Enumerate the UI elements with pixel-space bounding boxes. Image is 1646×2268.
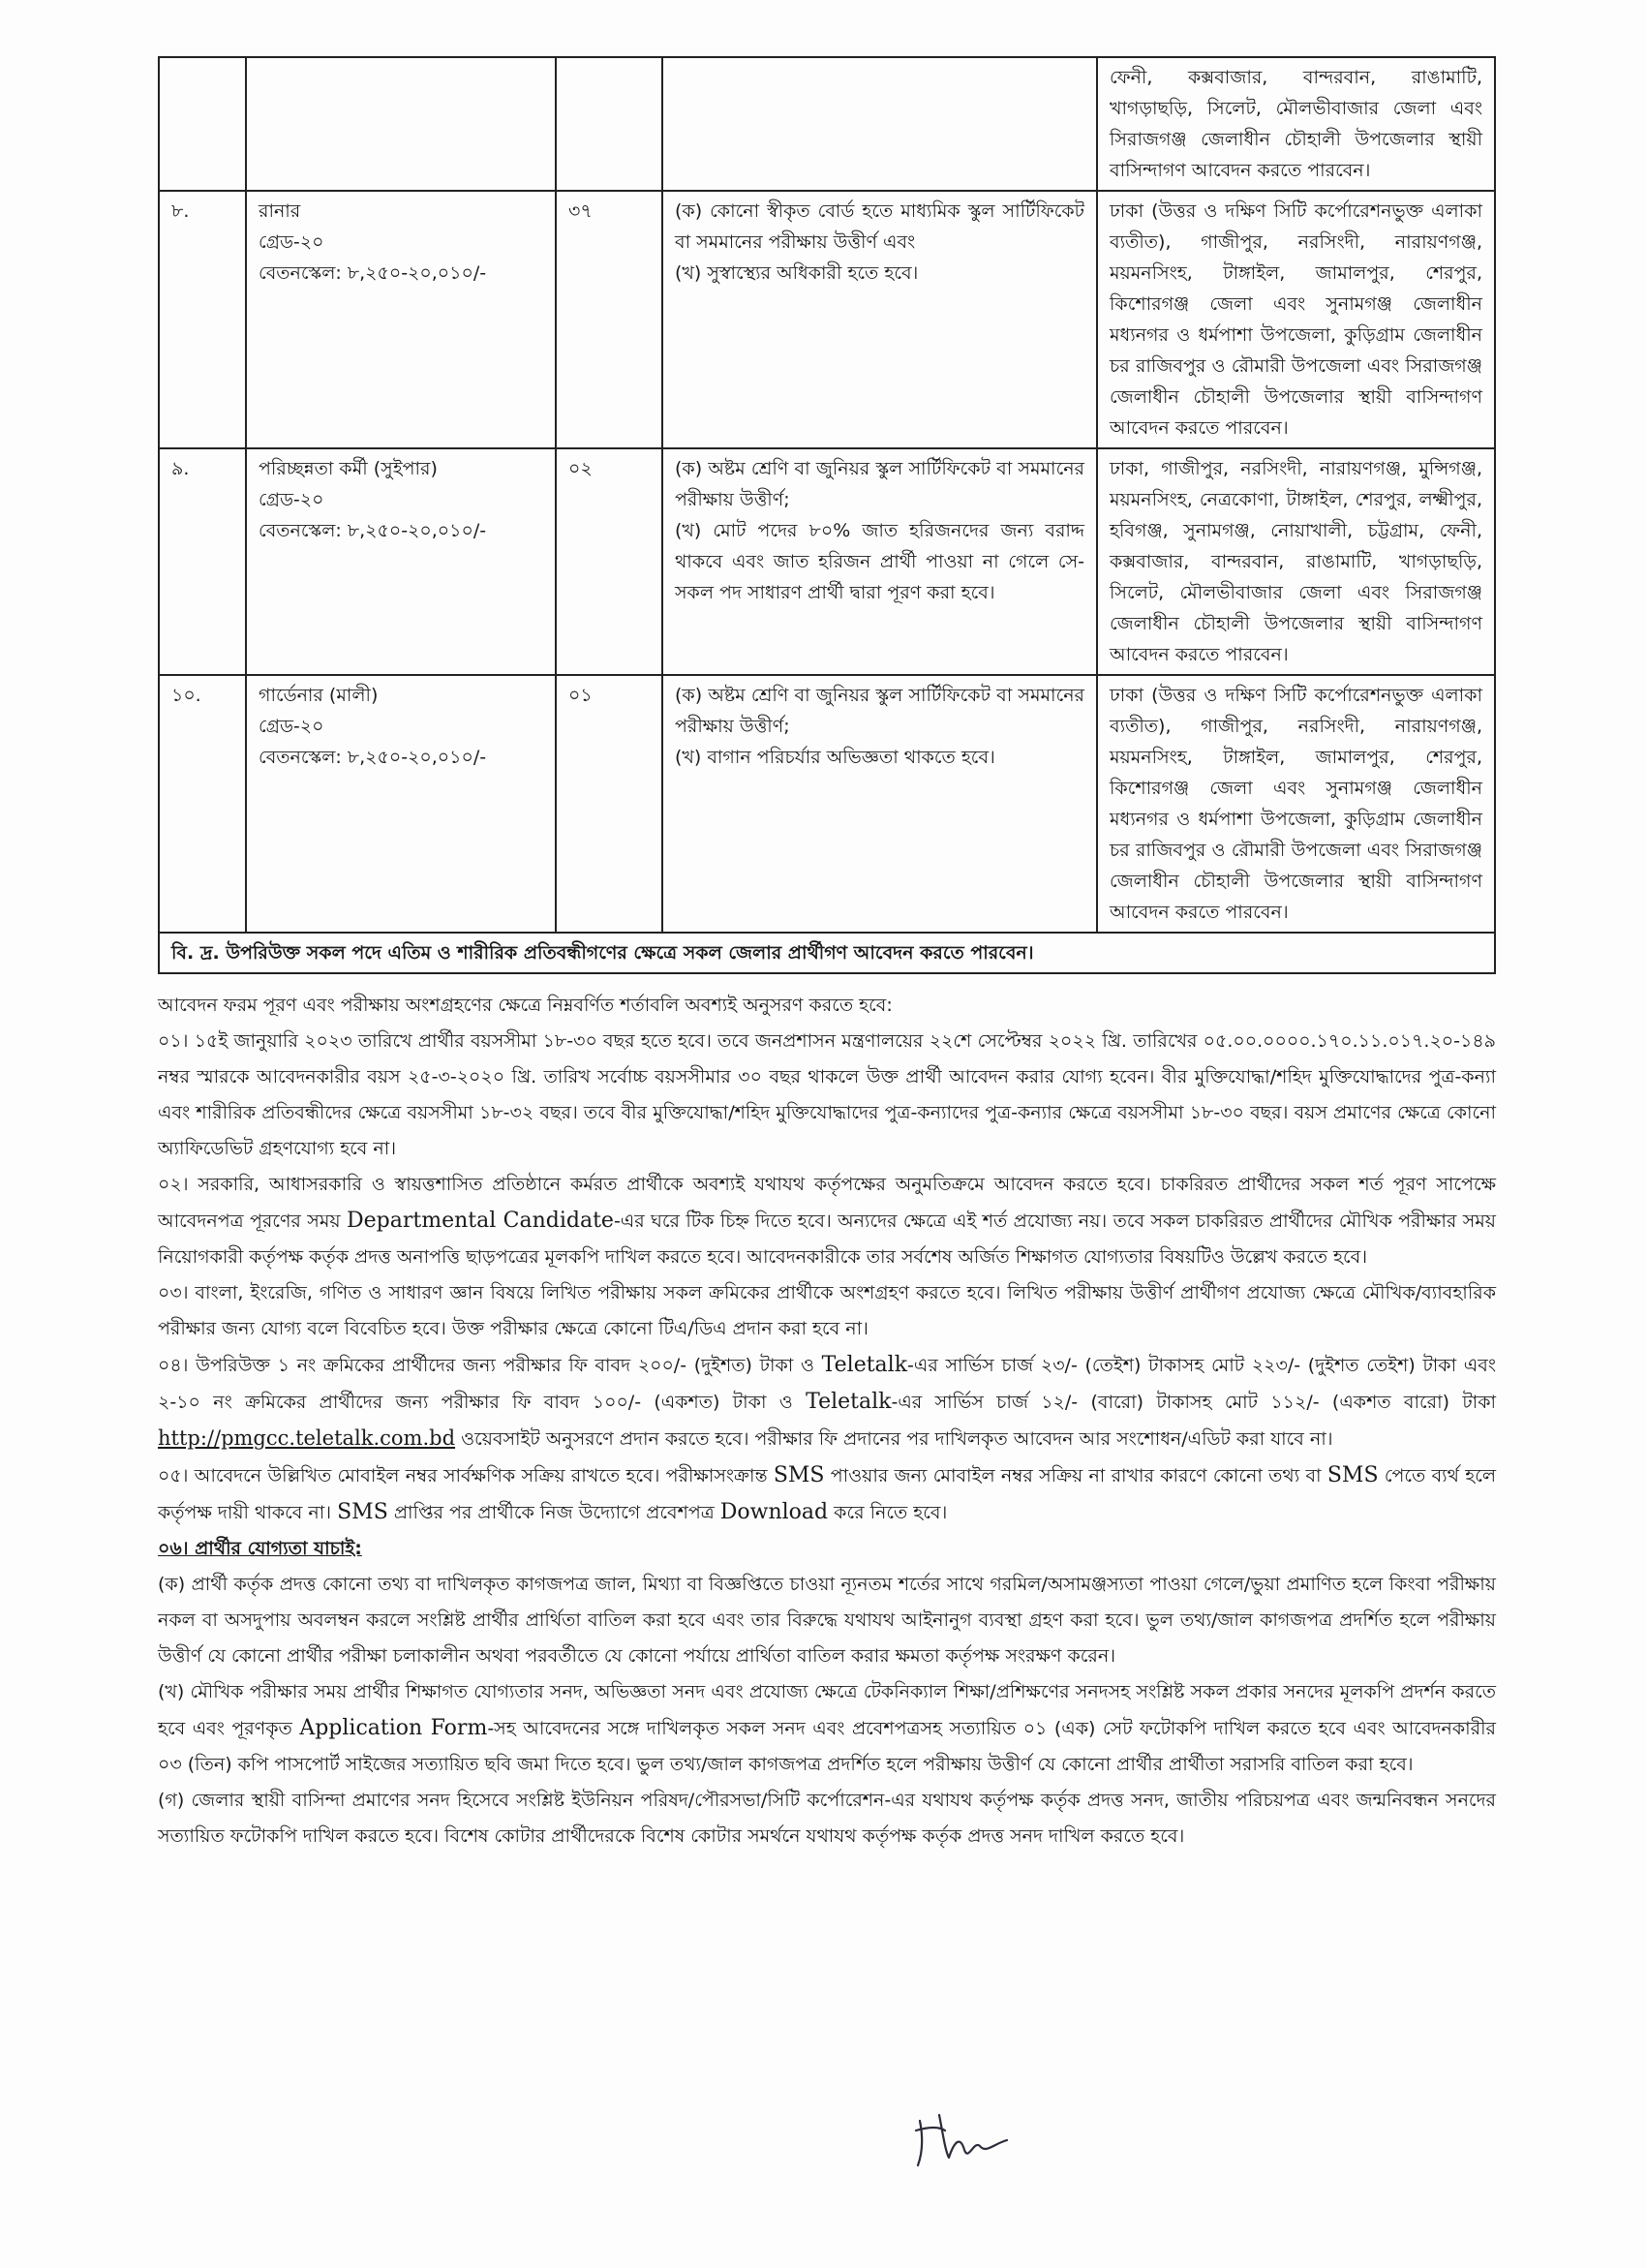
table-row <box>159 448 1495 675</box>
qualification-cell <box>662 191 1097 448</box>
qualification-cell <box>662 675 1097 933</box>
post-count-cell <box>556 57 662 191</box>
rules-section <box>158 988 1496 1854</box>
departmental-candidate-term: Departmental Candidate <box>347 1209 614 1233</box>
table-row <box>159 675 1495 933</box>
qualification-item: (খ) মোট পদের ৮০% জাত হরিজনদের জন্য বরাদ্দ থাকবে এবং জাত হরিজন প্রার্থী পাওয়া না গেলে সে-সকল পদ সাধারণ প্রার্থী দ্বারা পূরণ করা হবে। <box>675 520 1084 603</box>
districts-cell: ঢাকা (উত্তর ও দক্ষিণ সিটি কর্পোরেশনভুক্ত এলাকা ব্যতীত), গাজীপুর, নরসিংদী, নারায়ণগঞ্জ, ময়মনসিংহ, টাঙ্গাইল, জামালপুর, শেরপুর, কিশোরগঞ্জ জেলা এবং সুনামগঞ্জ জেলাধীন মধ্যনগর ও ধর্মপাশা উপজেলা, কুড়িগ্রাম জেলাধীন চর রাজিবপুর ও রৌমারী উপজেলা এবং সিরাজগঞ্জ জেলাধীন চৌহালী উপজেলার স্থায়ী বাসিন্দাগণ আবেদন করতে পারবেন। <box>1097 191 1495 448</box>
rule-text: করে নিতে হবে। <box>834 1502 948 1523</box>
rule-text: -এর সার্ভিস চার্জ ২৩/- (তেইশ) টাকাসহ মোট ২২৩/- (দুইশত তেইশ) টাকা এবং ২-১০ নং ক্রমিকের প্রার্থীদের জন্য পরীক্ষার ফি বাবদ ১০০/- (একশত) টাকা ও <box>158 1355 1497 1413</box>
districts-cell: ফেনী, কক্সবাজার, বান্দরবান, রাঙামাটি, খাগড়াছড়ি, সিলেট, মৌলভীবাজার জেলা এবং সিরাজগঞ্জ জেলাধীন চৌহালী উপজেলার স্থায়ী বাসিন্দাগণ আবেদন করতে পারবেন। <box>1097 57 1495 191</box>
rule-06-kh <box>158 1674 1496 1783</box>
post-title: গার্ডেনার (মালী) <box>259 685 379 706</box>
posts-table <box>158 56 1496 974</box>
sms-term: SMS <box>1326 1463 1379 1487</box>
post-name-cell <box>246 191 556 448</box>
serial-cell: ৯. <box>159 448 246 675</box>
rule-04 <box>158 1347 1496 1457</box>
teletalk-term: Teletalk <box>806 1390 892 1414</box>
rule-text: পেতে ব্যর্থ হলে কর্তৃপক্ষ দায়ী থাকবে না। <box>158 1465 1497 1523</box>
table-note: বি. দ্র. উপরিউক্ত সকল পদে এতিম ও শারীরিক প্রতিবন্ধীগণের ক্ষেত্রে সকল জেলার প্রার্থীগণ আবেদন করতে পারবেন। <box>159 933 1495 973</box>
rule-01: ০১। ১৫ই জানুয়ারি ২০২৩ তারিখে প্রার্থীর বয়সসীমা ১৮-৩০ বছর হতে হবে। তবে জনপ্রশাসন মন্ত্রণালয়ের ২২শে সেপ্টেম্বর ২০২২ খ্রি. তারিখের ০৫.০০.০০০০.১৭০.১১.০১৭.২০-১৪৯ নম্বর স্মারকে আবেদনকারীর বয়স ২৫-৩-২০২০ খ্রি. তারিখ সর্বোচ্চ বয়সসীমার ৩০ বছর থাকলে উক্ত প্রার্থী আবেদন করার যোগ্য হবেন। বীর মুক্তিযোদ্ধা/শহিদ মুক্তিযোদ্ধাদের পুত্র-কন্যা এবং শারীরিক প্রতিবন্ধীদের ক্ষেত্রে বয়সসীমা ১৮-৩২ বছর। তবে বীর মুক্তিযোদ্ধা/শহিদ মুক্তিযোদ্ধাদের পুত্র-কন্যাদের পুত্র-কন্যার ক্ষেত্রে বয়সসীমা ১৮-৩০ বছর। বয়স প্রমাণের ক্ষেত্রে কোনো অ্যাফিডেভিট গ্রহণযোগ্য হবে না। <box>158 1030 1496 1159</box>
post-grade: গ্রেড-২০ <box>259 716 324 737</box>
post-count-cell: ৩৭ <box>556 191 662 448</box>
qualification-item: (খ) সুস্বাস্থ্যের অধিকারী হতে হবে। <box>675 262 919 284</box>
rule-06-k: (ক) প্রার্থী কর্তৃক প্রদত্ত কোনো তথ্য বা দাখিলকৃত কাগজপত্র জাল, মিথ্যা বা বিজ্ঞপ্তিতে চাওয়া ন্যূনতম শর্তের সাথে গরমিল/অসামঞ্জস্যতা পাওয়া গেলে/ভুয়া প্রমাণিত হলে কিংবা পরীক্ষায় নকল বা অসদুপায় অবলম্বন করলে সংশ্লিষ্ট প্রার্থীর প্রার্থিতা বাতিল করা হবে এবং তার বিরুদ্ধে যথাযথ আইনানুগ ব্যবস্থা গ্রহণ করা হবে। ভুল তথ্য/জাল কাগজপত্র প্রদর্শিত হলে পরীক্ষায় উত্তীর্ণ যে কোনো প্রার্থীর পরীক্ষা চলাকালীন অথবা পরবর্তীতে যে কোনো পর্যায়ে প্রার্থিতা বাতিল করার ক্ষমতা কর্তৃপক্ষ সংরক্ষণ করেন। <box>158 1574 1496 1667</box>
rule-02 <box>158 1167 1496 1275</box>
table-note-row <box>159 933 1495 973</box>
teletalk-url-link[interactable]: http://pmgcc.teletalk.com.bd <box>158 1426 456 1450</box>
post-pay-scale: বেতনস্কেল: ৮,২৫০-২০,০১০/- <box>259 262 487 284</box>
rule-06-heading: ০৬। প্রার্থীর যোগ্যতা যাচাই: <box>158 1538 362 1559</box>
districts-cell: ঢাকা, গাজীপুর, নরসিংদী, নারায়ণগঞ্জ, মুন্সিগঞ্জ, ময়মনসিংহ, নেত্রকোণা, টাঙ্গাইল, শেরপুর, লক্ষ্মীপুর, হবিগঞ্জ, সুনামগঞ্জ, নোয়াখালী, চট্টগ্রাম, ফেনী, কক্সবাজার, বান্দরবান, রাঙামাটি, খাগড়াছড়ি, সিলেট, মৌলভীবাজার জেলা এবং সিরাজগঞ্জ জেলাধীন চৌহালী উপজেলার স্থায়ী বাসিন্দাগণ আবেদন করতে পারবেন। <box>1097 448 1495 675</box>
post-name-cell <box>246 675 556 933</box>
districts-cell: ঢাকা (উত্তর ও দক্ষিণ সিটি কর্পোরেশনভুক্ত এলাকা ব্যতীত), গাজীপুর, নরসিংদী, নারায়ণগঞ্জ, ময়মনসিংহ, টাঙ্গাইল, জামালপুর, শেরপুর, কিশোরগঞ্জ জেলা এবং সুনামগঞ্জ জেলাধীন মধ্যনগর ও ধর্মপাশা উপজেলা, কুড়িগ্রাম জেলাধীন চর রাজিবপুর ও রৌমারী উপজেলা এবং সিরাজগঞ্জ জেলাধীন চৌহালী উপজেলার স্থায়ী বাসিন্দাগণ আবেদন করতে পারবেন। <box>1097 675 1495 933</box>
post-title: পরিচ্ছন্নতা কর্মী (সুইপার) <box>259 458 438 479</box>
rule-text: -এর ঘরে টিক চিহ্ন দিতে হবে। অন্যদের ক্ষেত্রে এই শর্ত প্রযোজ্য নয়। তবে সকল চাকরিরত প্রার্থীদের মৌখিক পরীক্ষার সময় নিয়োগকারী কর্তৃপক্ষ কর্তৃক প্রদত্ত অনাপত্তি ছাড়পত্রের মূলকপি দাখিল করতে হবে। আবেদনকারীকে তার সর্বশেষ অর্জিত শিক্ষাগত যোগ্যতার বিষয়টিও উল্লেখ করতে হবে। <box>158 1211 1496 1268</box>
qualification-item: (খ) বাগান পরিচর্যার অভিজ্ঞতা থাকতে হবে। <box>675 747 995 768</box>
rule-text: ওয়েবসাইট অনুসরণে প্রদান করতে হবে। পরীক্ষার ফি প্রদানের পর দাখিলকৃত আবেদন আর সংশোধন/এডিট করা যাবে না। <box>461 1428 1333 1450</box>
rule-text: (খ) মৌখিক পরীক্ষার সময় প্রার্থীর শিক্ষাগত যোগ্যতার সনদ, অভিজ্ঞতা সনদ এবং প্রযোজ্য ক্ষেত্রে টেকনিক্যাল শিক্ষা/প্রশিক্ষণের সনদসহ সংশ্লিষ্ট সকল প্রকার সনদের মূলকপি প্রদর্শন করতে হবে এবং পূরণকৃত <box>158 1681 1496 1739</box>
post-name-cell <box>246 448 556 675</box>
rules-intro: আবেদন ফরম পূরণ এবং পরীক্ষায় অংশগ্রহণের ক্ষেত্রে নিম্নবর্ণিত শর্তাবলি অবশ্যই অনুসরণ করতে হবে: <box>158 995 893 1016</box>
sms-term: SMS <box>773 1463 825 1487</box>
qualification-item: (ক) অষ্টম শ্রেণি বা জুনিয়র স্কুল সার্টিফিকেট বা সমমানের পরীক্ষায় উত্তীর্ণ; <box>675 685 1084 737</box>
rule-text: -এর সার্ভিস চার্জ ১২/- (বারো) টাকাসহ মোট ১১২/- (একশত বারো) টাকা <box>891 1392 1496 1413</box>
table-row <box>159 57 1495 191</box>
table-row <box>159 191 1495 448</box>
download-term: Download <box>719 1500 829 1524</box>
rule-text: -সহ আবেদনের সঙ্গে দাখিলকৃত সকল সনদ এবং প্রবেশপত্রসহ সত্যায়িত ০১ (এক) সেট ফটোকপি দাখিল করতে হবে এবং আবেদনকারীর ০৩ (তিন) কপি পাসপোর্ট সাইজের সত্যায়িত ছবি জমা দিতে হবে। ভুল তথ্য/জাল কাগজপত্র প্রদর্শিত হলে পরীক্ষায় উত্তীর্ণ যে কোনো প্রার্থীর প্রার্থীতা সরাসরি বাতিল করা হবে। <box>158 1718 1496 1775</box>
post-count-cell: ০১ <box>556 675 662 933</box>
post-grade: গ্রেড-২০ <box>259 231 324 253</box>
rule-text: প্রাপ্তির পর প্রার্থীকে নিজ উদ্যোগে প্রবেশপত্র <box>393 1502 715 1523</box>
serial-cell <box>159 57 246 191</box>
qualification-cell <box>662 448 1097 675</box>
post-pay-scale: বেতনস্কেল: ৮,২৫০-২০,০১০/- <box>259 520 487 541</box>
application-form-term: Application Form <box>299 1716 488 1740</box>
rule-text: পাওয়ার জন্য মোবাইল নম্বর সক্রিয় না রাখার কারণে কোনো তথ্য বা <box>830 1465 1322 1486</box>
teletalk-term: Teletalk <box>821 1353 908 1377</box>
post-count-cell: ০২ <box>556 448 662 675</box>
rule-06-g: (গ) জেলার স্থায়ী বাসিন্দা প্রমাণের সনদ হিসেবে সংশ্লিষ্ট ইউনিয়ন পরিষদ/পৌরসভা/সিটি কর্পোরেশন-এর যথাযথ কর্তৃপক্ষ কর্তৃক প্রদত্ত সনদ, জাতীয় পরিচয়পত্র এবং জন্মনিবন্ধন সনদের সত্যায়িত ফটোকপি দাখিল করতে হবে। বিশেষ কোটার প্রার্থীদেরকে বিশেষ কোটার সমর্থনে যথাযথ কর্তৃপক্ষ কর্তৃক প্রদত্ত সনদ দাখিল করতে হবে। <box>158 1790 1497 1847</box>
rule-05 <box>158 1457 1496 1531</box>
qualification-item: (ক) অষ্টম শ্রেণি বা জুনিয়র স্কুল সার্টিফিকেট বা সমমানের পরীক্ষায় উত্তীর্ণ; <box>675 458 1084 510</box>
qualification-item: (ক) কোনো স্বীকৃত বোর্ড হতে মাধ্যমিক স্কুল সার্টিফিকেট বা সমমানের পরীক্ষায় উত্তীর্ণ এবং <box>675 200 1084 253</box>
sms-term: SMS <box>337 1500 388 1524</box>
post-grade: গ্রেড-২০ <box>259 489 324 510</box>
signature-icon <box>910 2101 1017 2169</box>
qualification-cell <box>662 57 1097 191</box>
serial-cell: ৮. <box>159 191 246 448</box>
post-pay-scale: বেতনস্কেল: ৮,২৫০-২০,০১০/- <box>259 747 487 768</box>
rule-text: ০২। সরকারি, আধাসরকারি ও স্বায়ত্তশাসিত প্রতিষ্ঠানে কর্মরত প্রার্থীকে অবশ্যই যথাযথ কর্তৃপক্ষের অনুমতিক্রমে আবেদন করতে হবে। চাকরিরত প্রার্থীদের সকল শর্ত পূরণ সাপেক্ষে আবেদনপত্র পূরণের সময় <box>158 1174 1496 1232</box>
post-title: রানার <box>259 200 301 222</box>
serial-cell: ১০. <box>159 675 246 933</box>
rule-text: ০৫। আবেদনে উল্লিখিত মোবাইল নম্বর সার্বক্ষণিক সক্রিয় রাখতে হবে। পরীক্ষাসংক্রান্ত <box>158 1465 768 1486</box>
rule-text: ০৪। উপরিউক্ত ১ নং ক্রমিকের প্রার্থীদের জন্য পরীক্ষার ফি বাবদ ২০০/- (দুইশত) টাকা ও <box>158 1355 814 1376</box>
rule-03: ০৩। বাংলা, ইংরেজি, গণিত ও সাধারণ জ্ঞান বিষয়ে লিখিত পরীক্ষায় সকল ক্রমিকের প্রার্থীকে অংশগ্রহণ করতে হবে। লিখিত পরীক্ষায় উত্তীর্ণ প্রার্থীগণ প্রযোজ্য ক্ষেত্রে মৌখিক/ব্যাবহারিক পরীক্ষার জন্য যোগ্য বলে বিবেচিত হবে। উক্ত পরীক্ষার ক্ষেত্রে কোনো টিএ/ডিএ প্রদান করা হবে না। <box>158 1282 1496 1339</box>
post-name-cell <box>246 57 556 191</box>
